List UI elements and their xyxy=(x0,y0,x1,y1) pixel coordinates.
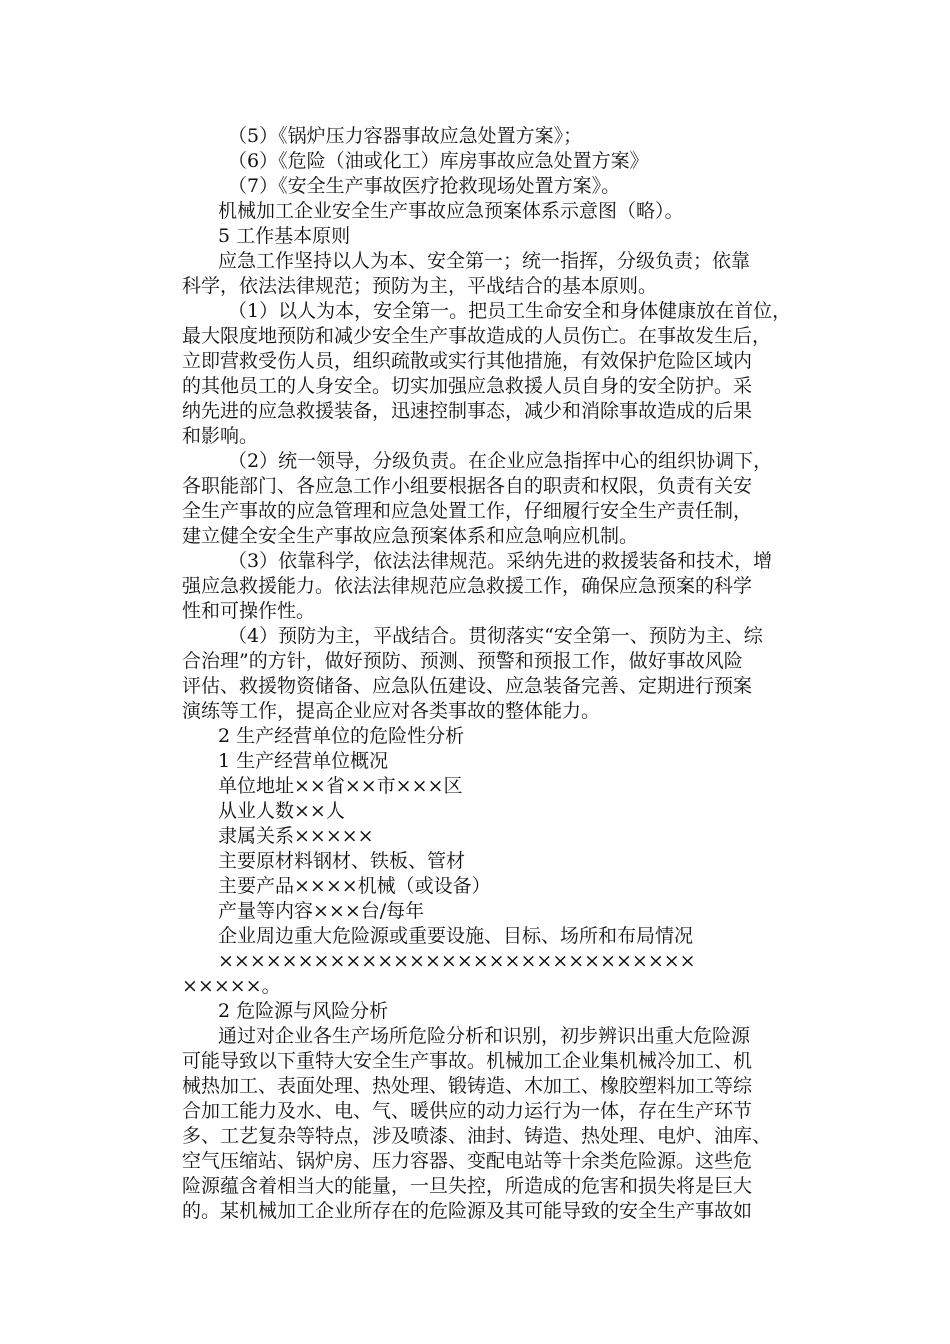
paragraph-line: 强应急救援能力。依法法律规范应急救援工作，确保应急预案的科学 xyxy=(182,575,753,597)
paragraph-line: 的。某机械加工企业所存在的危险源及其可能导致的安全生产事故如 xyxy=(182,1200,753,1222)
paragraph-line: 应急工作坚持以人为本、安全第一；统一指挥，分级负责；依靠 xyxy=(218,250,751,272)
paragraph-line: （4）预防为主，平战结合。贯彻落实“安全第一、预防为主、综 xyxy=(228,625,763,647)
paragraph-line: 可能导致以下重特大安全生产事故。机械加工企业集机械冷加工、机 xyxy=(182,1050,753,1072)
list-item-5: （5）《锅炉压力容器事故应急处置方案》； xyxy=(228,125,583,147)
paragraph-line: ×××××××××××××××××××××××××××××× xyxy=(218,950,696,972)
paragraph-line: 机械加工企业安全生产事故应急预案体系示意图（略）。 xyxy=(218,200,684,222)
paragraph-line: 立即营救受伤人员，组织疏散或实行其他措施，有效保护危险区域内 xyxy=(182,350,753,372)
paragraph-line: 建立健全安全生产事故应急预案体系和应急响应机制。 xyxy=(182,525,639,547)
paragraph-line: ×××××。 xyxy=(182,975,281,997)
paragraph-line: 最大限度地预防和减少安全生产事故造成的人员伤亡。在事故发生后， xyxy=(182,325,772,347)
list-item-7: （7）《安全生产事故医疗抢救现场处置方案》。 xyxy=(228,175,621,197)
paragraph-line: （3）依靠科学，依法法律规范。采纳先进的救援装备和技术，增 xyxy=(228,550,773,572)
paragraph-line: 主要原材料钢材、铁板、管材 xyxy=(218,850,466,872)
paragraph-line: 主要产品××××机械（或设备） xyxy=(218,875,491,897)
paragraph-line: 科学，依法法律规范；预防为主，平战结合的基本原则。 xyxy=(182,275,658,297)
paragraph-line: 空气压缩站、锅炉房、压力容器、变配电站等十余类危险源。这些危 xyxy=(182,1150,753,1172)
paragraph-line: 纳先进的应急救援装备，迅速控制事态，减少和消除事故造成的后果 xyxy=(182,400,753,422)
paragraph-line: 通过对企业各生产场所危险分析和识别，初步辨识出重大危险源 xyxy=(218,1025,751,1047)
paragraph-line: 企业周边重大危险源或重要设施、目标、场所和布局情况 xyxy=(218,925,694,947)
section-heading: 5 工作基本原则 xyxy=(218,225,351,247)
paragraph-line: 评估、救援物资储备、应急队伍建设、应急装备完善、定期进行预案 xyxy=(182,675,753,697)
paragraph-line: 合加工能力及水、电、气、暖供应的动力运行为一体，存在生产环节 xyxy=(182,1100,753,1122)
paragraph-line: 性和可操作性。 xyxy=(182,600,316,622)
paragraph-line: 械热加工、表面处理、热处理、锻铸造、木加工、橡胶塑料加工等综 xyxy=(182,1075,753,1097)
paragraph-line: 合治理”的方针，做好预防、预测、预警和预报工作，做好事故风险 xyxy=(182,650,743,672)
paragraph-line: 各职能部门、各应急工作小组要根据各自的职责和权限，负责有关安 xyxy=(182,475,753,497)
list-item-6: （6）《危险（油或化工）库房事故应急处置方案》 xyxy=(228,150,649,172)
section-heading: 2 危险源与风险分析 xyxy=(218,1000,389,1022)
section-heading: 1 生产经营单位概况 xyxy=(218,750,389,772)
paragraph-line: 演练等工作，提高企业应对各类事故的整体能力。 xyxy=(182,700,601,722)
paragraph-line: 单位地址××省××市×××区 xyxy=(218,775,463,797)
paragraph-line: 的其他员工的人身安全。切实加强应急救援人员自身的安全防护。采 xyxy=(182,375,753,397)
paragraph-line: 隶属关系××××× xyxy=(218,825,374,847)
paragraph-line: 和影响。 xyxy=(182,425,259,447)
paragraph-line: 多、工艺复杂等特点，涉及喷漆、油封、铸造、热处理、电炉、油库、 xyxy=(182,1125,772,1147)
section-heading: 2 生产经营单位的危险性分析 xyxy=(218,725,465,747)
paragraph-line: 从业人数××人 xyxy=(218,800,345,822)
paragraph-line: 全生产事故的应急管理和应急处置工作，仔细履行安全生产责任制， xyxy=(182,500,753,522)
paragraph-line: 产量等内容×××台/每年 xyxy=(218,900,425,922)
paragraph-line: （1）以人为本，安全第一。把员工生命安全和身体健康放在首位， xyxy=(228,300,792,322)
paragraph-line: 险源蕴含着相当大的能量，一旦失控，所造成的危害和损失将是巨大 xyxy=(182,1175,753,1197)
paragraph-line: （2）统一领导，分级负责。在企业应急指挥中心的组织协调下， xyxy=(228,450,773,472)
